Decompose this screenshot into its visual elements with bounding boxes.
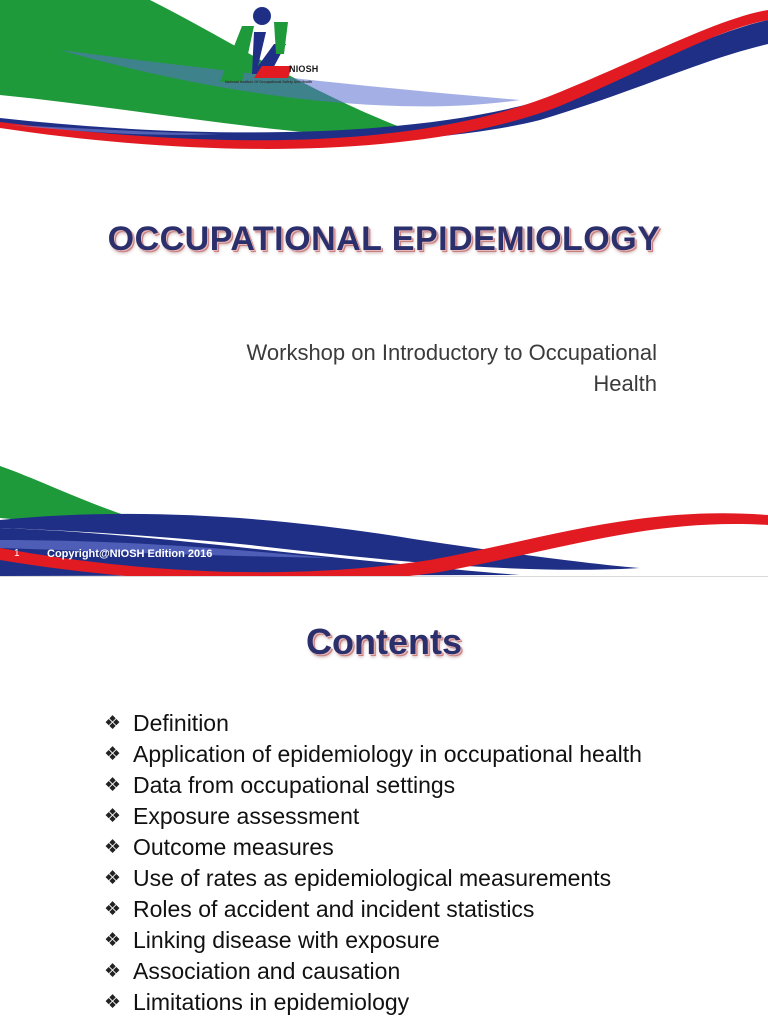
list-item-label: Definition bbox=[133, 710, 229, 736]
diamond-bullet-icon: ❖ bbox=[104, 961, 122, 982]
diamond-bullet-icon: ❖ bbox=[104, 899, 122, 920]
niosh-logo-icon bbox=[214, 4, 334, 90]
diamond-bullet-icon: ❖ bbox=[104, 744, 122, 765]
diamond-bullet-icon: ❖ bbox=[104, 868, 122, 889]
diamond-bullet-icon: ❖ bbox=[104, 775, 122, 796]
list-item-label: Roles of accident and incident statistics bbox=[133, 896, 535, 922]
list-item-label: Data from occupational settings bbox=[133, 772, 456, 798]
copyright-text: Copyright@NIOSH Edition 2016 bbox=[47, 548, 213, 560]
list-item-label: Outcome measures bbox=[133, 834, 334, 860]
list-item-label: Application of epidemiology in occupational health bbox=[133, 741, 642, 767]
subtitle-line-2: Health bbox=[593, 371, 657, 396]
niosh-logo bbox=[214, 4, 334, 90]
list-item bbox=[104, 865, 684, 891]
slide-number: 1 bbox=[14, 548, 20, 559]
list-item bbox=[104, 927, 684, 953]
list-item-label: Use of rates as epidemiological measurements bbox=[133, 865, 612, 891]
contents-title: Contents bbox=[306, 621, 462, 662]
logo-text: NIOSH bbox=[289, 64, 319, 74]
slide-subtitle bbox=[137, 337, 657, 399]
diamond-bullet-icon: ❖ bbox=[104, 713, 122, 734]
list-item bbox=[104, 834, 684, 860]
list-item-label: Linking disease with exposure bbox=[133, 927, 440, 953]
list-item bbox=[104, 958, 684, 984]
logo-subtext: National Institute Of Occupational Safety And Health bbox=[225, 80, 313, 84]
contents-list bbox=[104, 710, 684, 1020]
list-item bbox=[104, 710, 684, 736]
diamond-bullet-icon: ❖ bbox=[104, 992, 122, 1013]
list-item bbox=[104, 741, 684, 767]
diamond-bullet-icon: ❖ bbox=[104, 837, 122, 858]
subtitle-line-1: Workshop on Introductory to Occupational bbox=[246, 340, 657, 365]
list-item bbox=[104, 772, 684, 798]
list-item bbox=[104, 896, 684, 922]
list-item bbox=[104, 989, 684, 1015]
contents-slide bbox=[0, 577, 768, 1024]
diamond-bullet-icon: ❖ bbox=[104, 806, 122, 827]
slide-title: OCCUPATIONAL EPIDEMIOLOGY bbox=[107, 220, 661, 258]
list-item-label: Association and causation bbox=[133, 958, 401, 984]
list-item-label: Limitations in epidemiology bbox=[133, 989, 410, 1015]
diamond-bullet-icon: ❖ bbox=[104, 930, 122, 951]
list-item bbox=[104, 803, 684, 829]
list-item-label: Exposure assessment bbox=[133, 803, 360, 829]
